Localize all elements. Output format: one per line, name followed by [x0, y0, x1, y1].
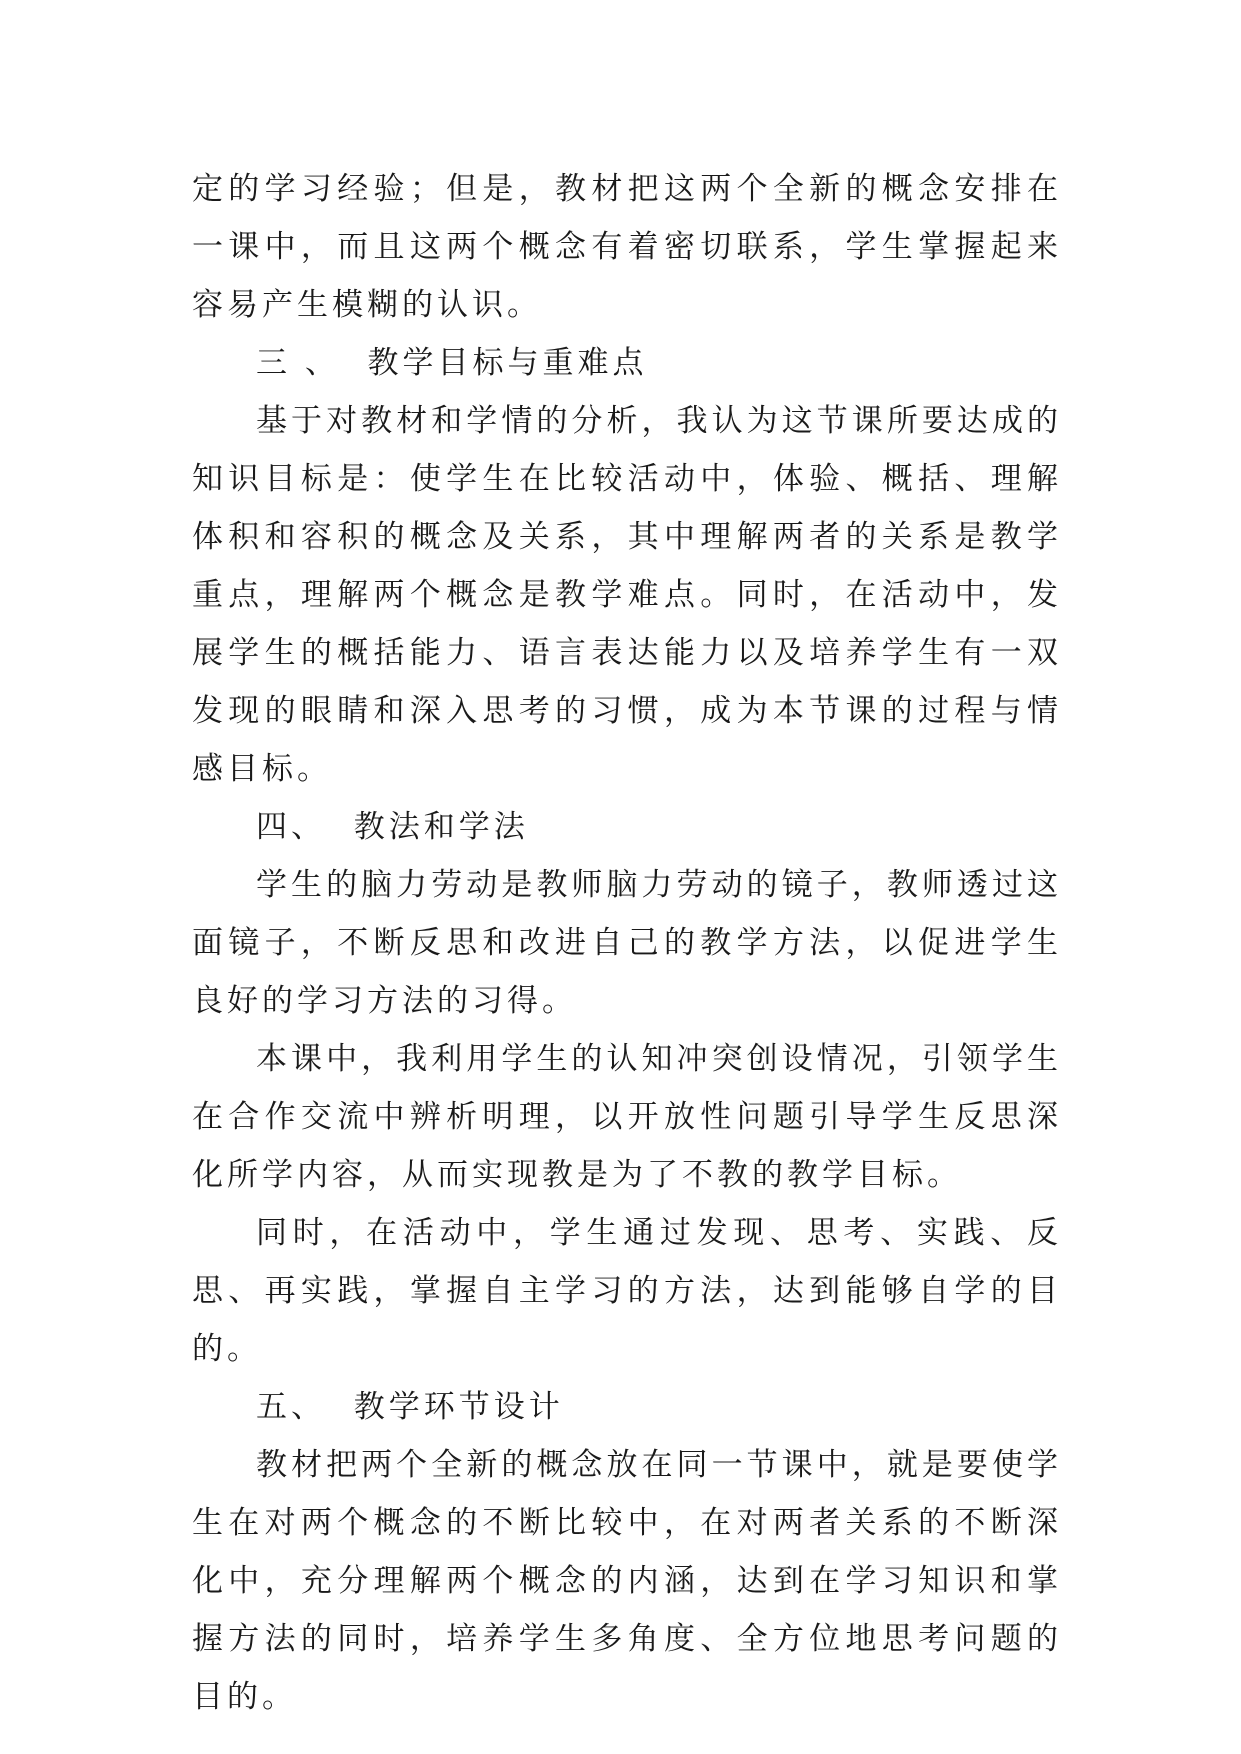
section-heading-5: 五、 教学环节设计 [256, 1389, 564, 1425]
section-heading-3: 三 、 教学目标与重难点 [256, 345, 648, 381]
paragraph-methods-1: 学生的脑力劳动是教师脑力劳动的镜子，教师透过这面镜子，不断反思和改进自己的教学方法，以促进学生良好的学习方法的习得。 [192, 867, 1062, 1019]
document-body [192, 160, 1062, 1726]
paragraph-methods-3: 同时，在活动中，学生通过发现、思考、实践、反思、再实践，掌握自主学习的方法，达到能够自学的目的。 [192, 1215, 1062, 1367]
paragraph-continuation: 定的学习经验；但是，教材把这两个全新的概念安排在一课中，而且这两个概念有着密切联系，学生掌握起来容易产生模糊的认识。 [192, 171, 1062, 323]
paragraph-methods-2: 本课中，我利用学生的认知冲突创设情况，引领学生在合作交流中辨析明理，以开放性问题引导学生反思深化所学内容，从而实现教是为了不教的教学目标。 [192, 1041, 1062, 1193]
paragraph-design: 教材把两个全新的概念放在同一节课中，就是要使学生在对两个概念的不断比较中，在对两者关系的不断深化中，充分理解两个概念的内涵，达到在学习知识和掌握方法的同时，培养学生多角度、全方位地思考问题的目的。 [192, 1447, 1062, 1715]
paragraph-objectives: 基于对教材和学情的分析，我认为这节课所要达成的知识目标是：使学生在比较活动中，体验、概括、理解体积和容积的概念及关系，其中理解两者的关系是教学重点，理解两个概念是教学难点。同时，在活动中，发展学生的概括能力、语言表达能力以及培养学生有一双发现的眼睛和深入思考的习惯，成为本节课的过程与情感目标。 [192, 403, 1062, 787]
section-heading-4: 四、 教法和学法 [256, 809, 529, 845]
